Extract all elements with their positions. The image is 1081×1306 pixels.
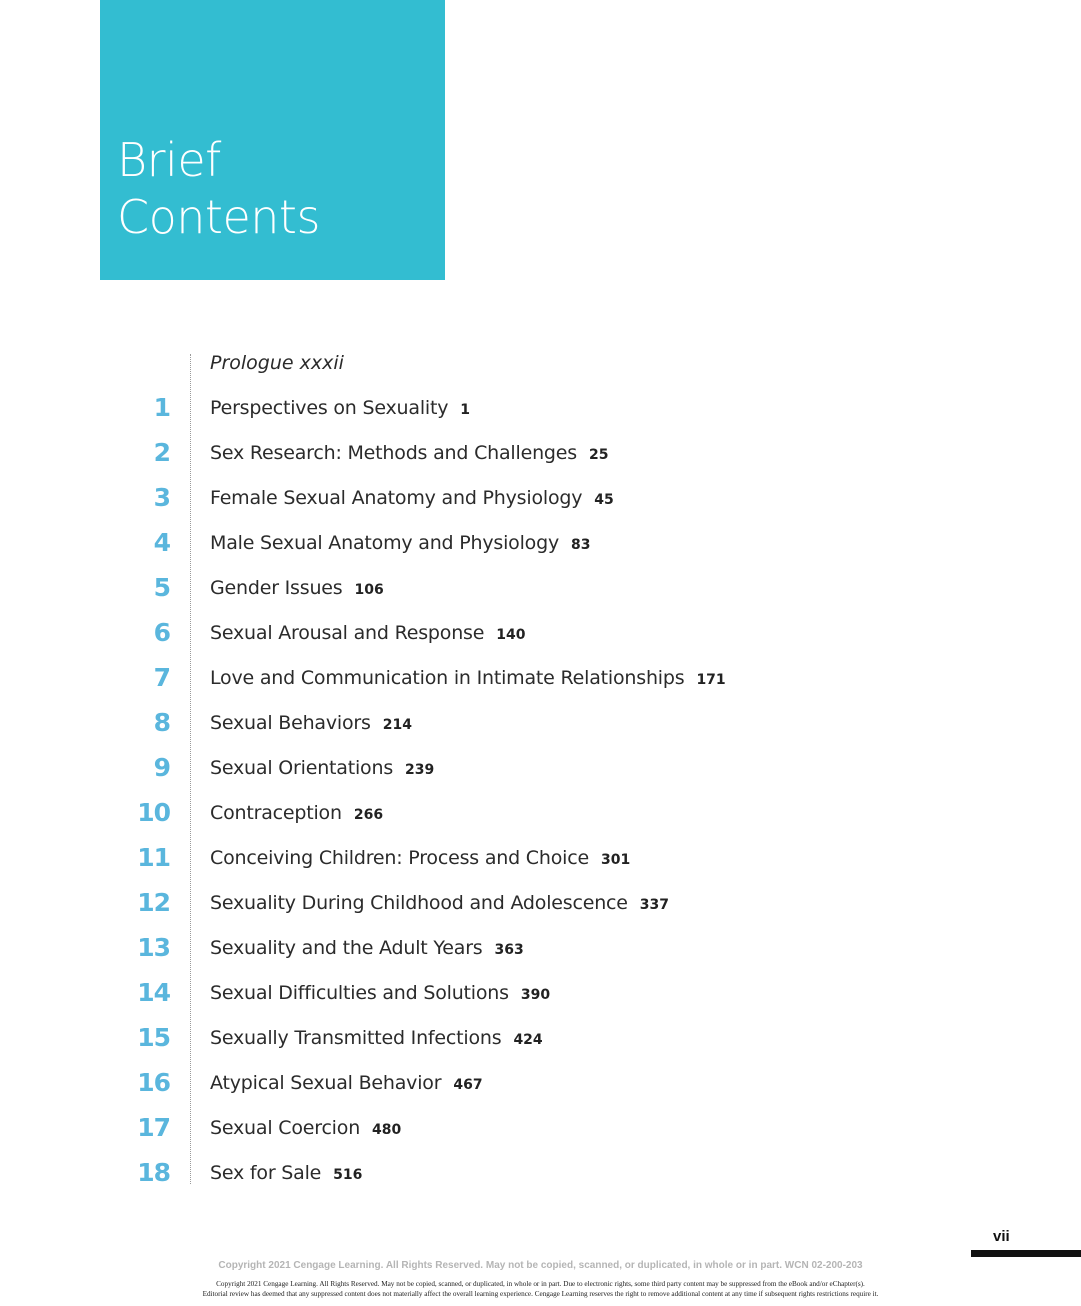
chapter-page: 390 — [520, 987, 551, 1003]
chapter-entry — [210, 658, 726, 700]
chapter-page: 424 — [513, 1032, 543, 1048]
chapter-entry — [210, 748, 434, 790]
copyright-fine-line-2: Editorial review has deemed that any suppressed content does not materially affect the overall learning experience. Cengage Learning reserves the right to remove additional content at any time if subsequent rights restrictions require it. — [202, 1290, 879, 1298]
chapter-title: Sexual Orientations — [210, 757, 394, 779]
chapter-page: 140 — [496, 627, 526, 643]
chapter-page: 106 — [354, 582, 384, 598]
chapter-number: 12 — [137, 888, 170, 917]
chapter-page: 214 — [382, 717, 412, 733]
chapter-number: 13 — [137, 933, 170, 962]
toc-row[interactable] — [0, 658, 1081, 698]
chapter-number: 7 — [153, 663, 170, 692]
chapter-title: Female Sexual Anatomy and Physiology — [210, 487, 583, 509]
chapter-page: 25 — [588, 447, 609, 463]
chapter-title: Sexual Behaviors — [210, 712, 371, 734]
chapter-number: 2 — [153, 438, 170, 467]
chapter-page: 171 — [696, 672, 726, 688]
chapter-number: 15 — [137, 1023, 170, 1052]
chapter-title: Sexuality During Childhood and Adolescence — [210, 892, 628, 914]
chapter-number: 16 — [137, 1068, 170, 1097]
chapter-page: 83 — [571, 537, 591, 553]
page-title-line-1: Brief — [117, 133, 221, 187]
chapter-page: 516 — [333, 1167, 363, 1183]
chapter-number: 14 — [137, 978, 170, 1007]
chapter-entry — [210, 973, 550, 1015]
chapter-entry — [210, 883, 669, 925]
chapter-number: 8 — [153, 708, 170, 737]
chapter-page: 337 — [639, 897, 670, 913]
chapter-page: 266 — [353, 807, 384, 823]
chapter-title: Sexual Difficulties and Solutions — [210, 982, 509, 1004]
title-block — [100, 0, 445, 280]
chapter-title: Sexual Arousal and Response — [210, 622, 485, 644]
toc-row[interactable] — [0, 523, 1081, 563]
toc-row[interactable] — [0, 973, 1081, 1013]
page-number: vii — [993, 1228, 1010, 1245]
chapter-page: 1 — [460, 402, 471, 418]
copyright-fine-print — [0, 1279, 1081, 1299]
toc-row[interactable] — [0, 1108, 1081, 1148]
chapter-entry — [210, 523, 590, 565]
toc-row[interactable] — [0, 703, 1081, 743]
chapter-number: 11 — [137, 843, 170, 872]
chapter-number: 6 — [153, 618, 170, 647]
chapter-page: 480 — [372, 1122, 402, 1138]
chapter-number: 1 — [153, 393, 170, 422]
toc-row[interactable] — [0, 883, 1081, 923]
chapter-entry — [210, 1153, 362, 1195]
chapter-number: 18 — [137, 1158, 170, 1187]
chapter-title: Sexual Coercion — [210, 1117, 361, 1139]
chapter-entry — [210, 388, 470, 430]
chapter-number: 5 — [153, 573, 170, 602]
chapter-entry — [210, 1018, 543, 1060]
chapter-entry — [210, 433, 608, 475]
chapter-number: 17 — [137, 1113, 170, 1142]
toc-row[interactable] — [0, 388, 1081, 428]
chapter-entry — [210, 478, 614, 520]
chapter-number: 10 — [137, 798, 170, 827]
toc-row[interactable] — [0, 613, 1081, 653]
chapter-entry — [210, 613, 525, 655]
chapter-title: Sexuality and the Adult Years — [210, 937, 483, 959]
copyright-fine-line-1: Copyright 2021 Cengage Learning. All Rights Reserved. May not be copied, scanned, or duplicated, in whole or in part. Due to electronic rights, some third party content may be suppressed from the eBook and/or eChapter(s). — [216, 1280, 865, 1288]
chapter-title: Sexually Transmitted Infections — [210, 1027, 502, 1049]
chapter-number: 9 — [153, 753, 170, 782]
chapter-title: Male Sexual Anatomy and Physiology — [210, 532, 559, 554]
toc-prologue-row[interactable] — [0, 343, 1081, 383]
chapter-page: 301 — [600, 852, 631, 868]
toc-row[interactable] — [0, 748, 1081, 788]
prologue-entry: Prologue xxxii — [210, 352, 344, 374]
page-title-line-2: Contents — [117, 190, 320, 244]
chapter-title: Perspectives on Sexuality — [210, 397, 449, 419]
chapter-title: Sex for Sale — [210, 1162, 322, 1184]
chapter-title: Conceiving Children: Process and Choice — [210, 847, 589, 869]
chapter-page: 363 — [494, 942, 524, 958]
chapter-page: 45 — [594, 492, 614, 508]
chapter-page: 239 — [405, 762, 435, 778]
toc-row[interactable] — [0, 928, 1081, 968]
toc-row[interactable] — [0, 838, 1081, 878]
chapter-title: Gender Issues — [210, 577, 343, 599]
toc-row[interactable] — [0, 1018, 1081, 1058]
chapter-entry — [210, 703, 412, 745]
toc-row[interactable] — [0, 793, 1081, 833]
chapter-entry — [210, 568, 384, 610]
copyright-notice: Copyright 2021 Cengage Learning. All Rights Reserved. May not be copied, scanned, or duplicated, in whole or in part. WCN 02-200-203 — [218, 1260, 863, 1271]
chapter-number: 3 — [153, 483, 170, 512]
chapter-entry — [210, 793, 383, 835]
chapter-entry — [210, 1063, 483, 1105]
chapter-title: Atypical Sexual Behavior — [210, 1072, 442, 1094]
chapter-entry — [210, 928, 524, 970]
toc-row[interactable] — [0, 568, 1081, 608]
chapter-entry — [210, 838, 630, 880]
chapter-title: Love and Communication in Intimate Relationships — [210, 667, 685, 689]
chapter-page: 467 — [453, 1077, 483, 1093]
page-number-bar — [971, 1250, 1081, 1257]
toc-row[interactable] — [0, 1153, 1081, 1193]
chapter-title: Contraception — [210, 802, 342, 824]
chapter-number: 4 — [153, 528, 170, 557]
toc-row[interactable] — [0, 433, 1081, 473]
page-title — [117, 132, 320, 246]
chapter-title: Sex Research: Methods and Challenges — [210, 442, 577, 464]
toc-row[interactable] — [0, 1063, 1081, 1103]
chapter-entry — [210, 1108, 401, 1150]
toc-row[interactable] — [0, 478, 1081, 518]
